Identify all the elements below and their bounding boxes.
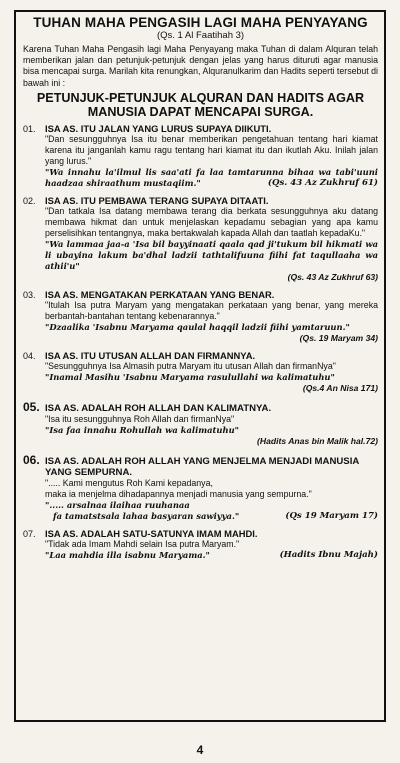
item-citation: (Qs. 19 Maryam 34) (299, 332, 378, 343)
list-item (23, 400, 378, 447)
item-arabic (45, 167, 378, 189)
item-citation: (Qs. 43 Az Zukhruf 61) (267, 177, 378, 188)
item-citation: (Qs.4 An Nisa 171) (302, 382, 378, 393)
list-item (23, 195, 378, 283)
item-body (45, 539, 378, 561)
page-frame (14, 10, 386, 722)
item-arabic: "Dzaalika 'Isabnu Maryama qaulal haqqil ladzii fiihi yamtaruun." (45, 321, 350, 332)
page-number: 4 (196, 743, 204, 757)
item-heading: ISA AS. ITU UTUSAN ALLAH DAN FIRMANNYA. (45, 349, 256, 361)
item-arabic (45, 511, 378, 522)
title-reference: (Qs. 1 Al Faatihah 3) (156, 30, 245, 41)
item-heading: ISA AS. MENGATAKAN PERKATAAN YANG BENAR. (45, 288, 275, 300)
item-body (45, 134, 378, 189)
item-number: 03. (23, 289, 36, 300)
item-body (45, 361, 378, 394)
item-citation: (Qs 19 Maryam 17) (285, 510, 378, 521)
item-number: 06. (23, 452, 40, 467)
item-arabic-text: "Wa innahu la'ilmul lis saa'ati fa laa tamtarunna bihaa wa tabi'uuni haadzaa shiraathum mustaqiim." (45, 166, 378, 188)
item-arabic: "Wa lammaa jaa-a 'Isa bil bayyinaati qaala qad ji'tukum bil hikmati wa li ubayina lakum ba'dhal ladzii tathtalifuuna fiihi fat taqullaaha wa athii'u" (45, 238, 378, 271)
item-text: "Sesungguhnya Isa Almasih putra Maryam itu utusan Allah dan firmanNya" (45, 360, 336, 371)
item-number: 01. (23, 123, 36, 134)
item-number: 07. (23, 528, 36, 539)
item-number: 02. (23, 195, 36, 206)
item-text: "Dan tatkala Isa datang membawa terang dia berkata sesungguhnya aku datang membawa hikmat dan untuk menjelaskan kepadamu sebagian yang apa kamu perselisihkan tentangnya, maka bertakwalah kapada Allah dan taatlah kepadaKu." (45, 205, 378, 238)
item-arabic: "Inamal Masihu 'Isabnu Maryama rasulullahi wa kalimatuhu" (45, 371, 335, 382)
item-body (45, 414, 378, 447)
item-heading: ISA AS. ITU PEMBAWA TERANG SUPAYA DITAATI. (45, 194, 269, 206)
page-title: TUHAN MAHA PENGASIH LAGI MAHA PENYAYANG (33, 15, 368, 30)
item-citation: (Hadits Anas bin Malik hal.72) (257, 435, 378, 446)
item-citation: (Qs. 43 Az Zukhruf 63) (287, 271, 378, 282)
list-item (23, 453, 378, 522)
item-heading: ISA AS. ADALAH SATU-SATUNYA IMAM MAHDI. (45, 527, 258, 539)
section-headline: PETUNJUK-PETUNJUK ALQURAN DAN HADITS AGAR MANUSIA DAPAT MENCAPAI SURGA. (36, 90, 365, 119)
item-heading: ISA AS. ADALAH ROH ALLAH YANG MENJELMA MENJADI MANUSIA YANG SEMPURNA. (45, 455, 359, 478)
item-body (45, 206, 378, 283)
item-text: "Tidak ada Imam Mahdi selain Isa putra Maryam." (45, 538, 240, 549)
item-arabic-text: "Laa mahdia illa isabnu Maryama." (45, 549, 210, 560)
item-heading: ISA AS. ITU JALAN YANG LURUS SUPAYA DIIKUTI. (45, 122, 272, 134)
item-heading: ISA AS. ADALAH ROH ALLAH DAN KALIMATNYA. (45, 402, 272, 414)
item-arabic: "Isa faa innahu Rohullah wa kalimatuhu" (45, 424, 240, 435)
item-body (45, 300, 378, 344)
intro-paragraph: Karena Tuhan Maha Pengasih lagi Maha Penyayang maka Tuhan di dalam Alquran telah memberikan jalan dan petunjuk-petunjuk dengan jelas yang harus dituruti agar manusia bisa mencapai surga. Marilah kita renungkan, Alquranulkarim dan Hadits seperti tersebut di bawah ini : (23, 44, 378, 88)
item-text: "Isa itu sesungguhnya Roh Allah dan firmanNya" (45, 413, 235, 424)
item-text-line: "..... Kami mengutus Roh Kami kepadanya, (45, 477, 213, 488)
list-item (23, 123, 378, 189)
item-citation: (Hadits Ibnu Majah) (279, 549, 378, 560)
item-number: 04. (23, 350, 36, 361)
item-text: "Itulah Isa putra Maryam yang mengatakan perkataan yang benar, yang mereka berbantah-bantahan tentang kebenarannya." (45, 299, 378, 321)
item-arabic-line: "..... arsalnaa ilaihaa ruuhanaa (45, 499, 190, 510)
list-item (23, 289, 378, 344)
item-arabic-text: fa tamatstsala lahaa basyaran sawiyya." (53, 510, 240, 521)
list-item (23, 528, 378, 561)
item-text: "Dan sesungguhnya Isa itu benar memberikan pengetahuan tentang hari kiamat karena itu janganlah kamu ragu tentang hari kiamat itu dan ikutlah Aku. Inilah jalan yang lurus." (45, 133, 378, 166)
item-text-line: maka ia menjelma dihadapannya menjadi manusia yang sempurna." (45, 488, 312, 499)
item-number: 05. (23, 399, 40, 414)
item-body (45, 478, 378, 522)
item-arabic (45, 550, 378, 561)
list-item (23, 350, 378, 394)
